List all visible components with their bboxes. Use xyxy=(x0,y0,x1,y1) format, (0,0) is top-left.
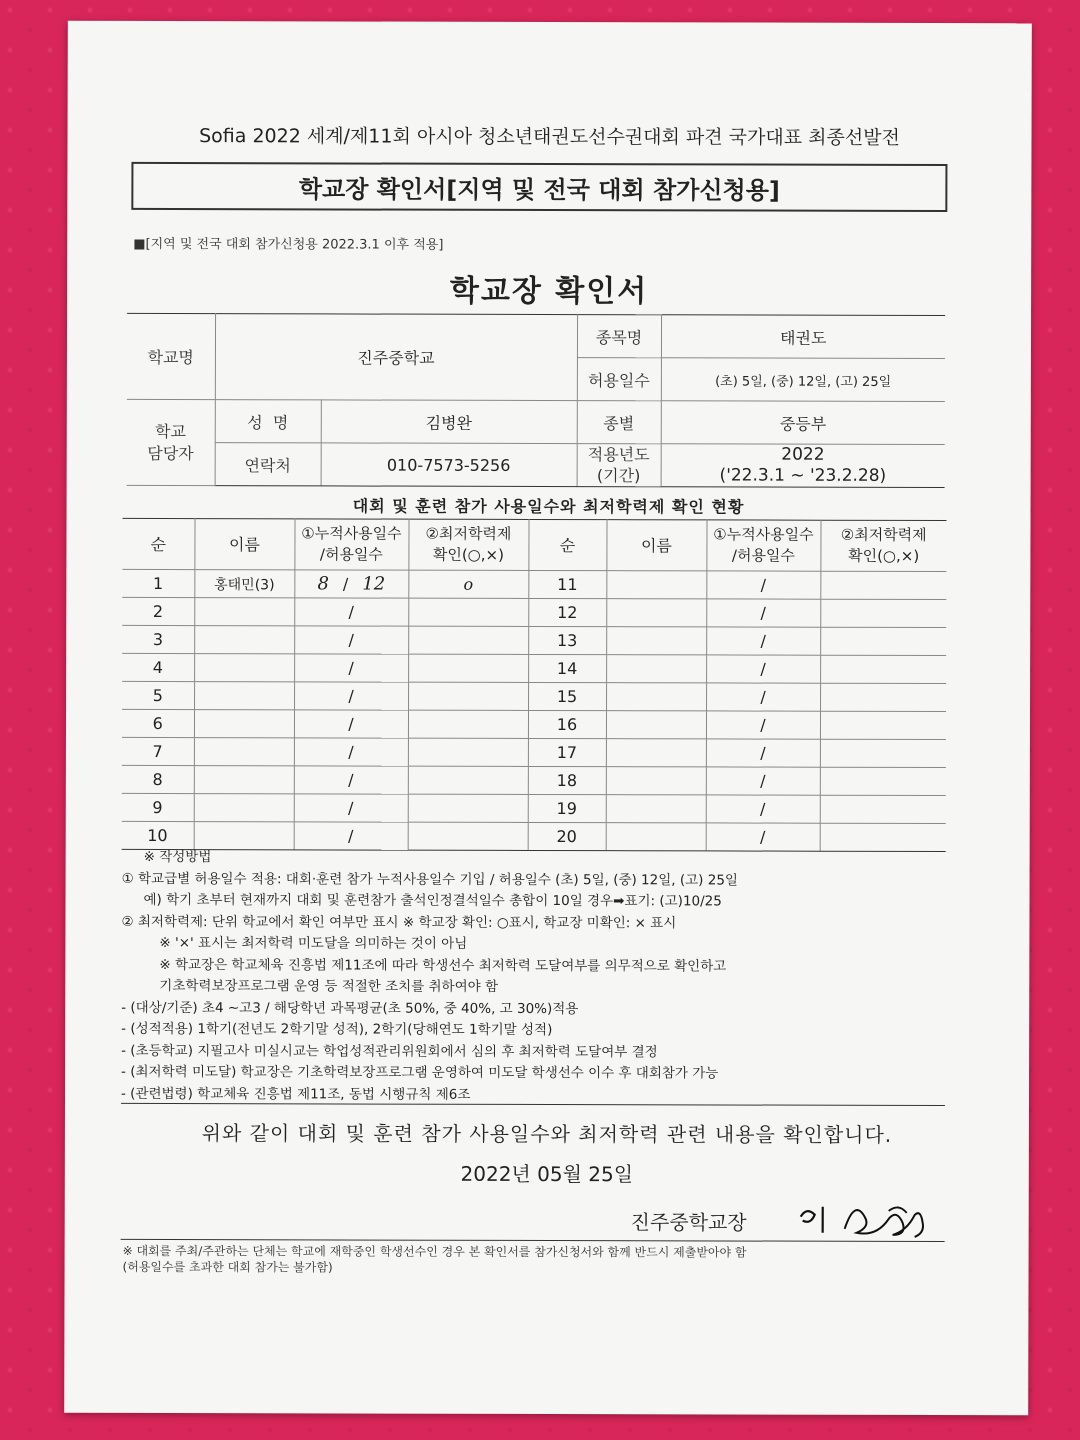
row-name-left xyxy=(194,626,294,654)
row-name-left xyxy=(194,738,294,766)
row-no-left: 8 xyxy=(122,765,194,793)
row-name-right xyxy=(606,571,706,599)
header-no-left: 순 xyxy=(122,518,194,569)
row-days-right: / xyxy=(706,571,820,599)
row-check-left xyxy=(408,598,528,626)
row-check-left xyxy=(408,682,528,710)
row-no-right: 12 xyxy=(528,598,606,626)
row-days-separator: / xyxy=(348,770,354,790)
event-label: 종목명 xyxy=(577,315,661,358)
document-page xyxy=(64,21,1032,1416)
row-check-right xyxy=(820,795,946,823)
footer-line-1: ※ 대회를 주최/주관하는 단체는 학교에 재학중인 학생선수인 경우 본 확인서를 참가신청서와 함께 반드시 제출받아야 함 xyxy=(122,1243,747,1260)
row-no-left: 1 xyxy=(122,569,194,597)
instructions xyxy=(121,847,982,1107)
row-check-right xyxy=(820,767,946,795)
row-name-right xyxy=(606,767,706,795)
row-no-left: 3 xyxy=(122,625,194,653)
instruction-line: 예) 학기 초부터 현재까지 대회 및 훈련참가 출석인정결석일수 총합이 10일 경우➡표기: (고)10/25 xyxy=(143,891,722,910)
row-days-separator: / xyxy=(342,574,349,594)
table-row xyxy=(122,569,946,599)
period-value: ('22.3.1 ~ '23.2.28) xyxy=(719,465,887,486)
row-no-right: 16 xyxy=(528,710,606,738)
row-days-left xyxy=(294,822,408,850)
allowed-days-value: (초) 5일, (중) 12일, (고) 25일 xyxy=(661,358,945,402)
contact-label: 연락처 xyxy=(215,443,321,486)
row-no-left: 9 xyxy=(122,793,194,821)
header-name-left: 이름 xyxy=(194,519,294,570)
header-no-right: 순 xyxy=(528,519,606,570)
year-cell xyxy=(661,444,945,488)
row-name-right xyxy=(606,655,706,683)
row-check-right xyxy=(820,655,946,683)
row-check-left xyxy=(408,654,528,682)
instruction-line: - (초등학교) 지필고사 미실시교는 학업성적관리위원회에서 심의 후 최저학력 도달여부 결정 xyxy=(121,1042,658,1060)
name-label: 성 명 xyxy=(215,400,321,443)
roster-table xyxy=(122,518,947,852)
row-check-right xyxy=(820,599,946,627)
row-days-right: / xyxy=(706,627,820,655)
division-value: 중등부 xyxy=(661,401,945,445)
row-name-right xyxy=(606,739,706,767)
table-row xyxy=(122,625,946,655)
info-table xyxy=(127,313,945,488)
row-no-left: 6 xyxy=(122,709,194,737)
row-name-left xyxy=(194,598,294,626)
row-days-right: / xyxy=(706,655,820,683)
instruction-line: ※ 작성방법 xyxy=(143,848,212,866)
table-row xyxy=(122,681,946,711)
row-check-left xyxy=(408,766,528,794)
row-check-left xyxy=(408,626,528,654)
row-days-separator: / xyxy=(348,742,354,762)
table-row xyxy=(122,793,946,823)
row-days-right: / xyxy=(706,767,820,795)
instruction-line: - (최저학력 미도달) 학교장은 기초학력보장프로그램 운영하여 미도달 학생선수 이수 후 대회참가 가능 xyxy=(121,1063,719,1082)
table-row xyxy=(122,765,946,795)
row-days-separator: / xyxy=(348,602,354,622)
row-check-right xyxy=(820,571,946,599)
header-check-right: ②최저학력제 확인(○,×) xyxy=(820,520,946,571)
row-days-right: / xyxy=(706,823,820,851)
row-no-right: 14 xyxy=(528,654,606,682)
table-row xyxy=(122,653,946,683)
row-days-right: / xyxy=(706,599,820,627)
allowed-days-label: 허용일수 xyxy=(577,358,661,401)
row-allowed-days: 12 xyxy=(362,573,386,595)
instruction-line: - (성적적용) 1학기(전년도 2학기말 성적), 2학기(당해연도 1학기말 성적) xyxy=(121,1020,553,1039)
event-title: Sofia 2022 세계/제11회 아시아 청소년태권도선수권대회 파견 국가대표 최종선발전 xyxy=(199,125,900,149)
school-value: 진주중학교 xyxy=(215,314,577,401)
signing-date: 2022년 05월 25일 xyxy=(460,1161,634,1187)
instruction-line: ② 최저학력제: 단위 학교에서 확인 여부만 표시 ※ 학교장 확인: ○표시, 학교장 미확인: × 표시 xyxy=(121,913,677,931)
row-days-left xyxy=(294,766,408,794)
header-days-left: ①누적사용일수 /허용일수 xyxy=(294,519,408,570)
row-name-left xyxy=(194,710,294,738)
row-check-right xyxy=(820,739,946,767)
status-title: 대회 및 훈련 참가 사용일수와 최저학력제 확인 현황 xyxy=(352,496,745,517)
row-days-separator: / xyxy=(348,798,354,818)
row-days-left xyxy=(294,654,408,682)
row-days-separator: / xyxy=(348,714,354,734)
instruction-line: ① 학교급별 허용일수 적용: 대회·훈련 참가 누적사용일수 기입 / 허용일수 (초) 5일, (중) 12일, (고) 25일 xyxy=(121,870,738,888)
row-name-left xyxy=(194,654,294,682)
row-name-right xyxy=(606,627,706,655)
row-days-left xyxy=(294,570,408,598)
event-value: 태권도 xyxy=(661,315,945,359)
applied-note: ■[지역 및 전국 대회 참가신청용 2022.3.1 이후 적용] xyxy=(133,236,444,253)
instruction-line: - (대상/기준) 초4 ~고3 / 해당학년 과목평균(초 50%, 중 40%, 고 30%)적용 xyxy=(121,999,579,1017)
row-check-left xyxy=(408,822,528,850)
row-check-right xyxy=(820,683,946,711)
row-days-left xyxy=(294,710,408,738)
row-no-right: 15 xyxy=(528,682,606,710)
row-days-separator: / xyxy=(348,686,354,706)
row-name-left xyxy=(194,682,294,710)
row-check-right xyxy=(820,823,946,851)
row-days-left xyxy=(294,738,408,766)
row-name-right xyxy=(606,795,706,823)
division-label: 종별 xyxy=(577,401,661,444)
form-box-title: 학교장 확인서[지역 및 전국 대회 참가신청용] xyxy=(131,162,947,212)
header-check-left: ②최저학력제 확인(○,×) xyxy=(408,519,528,570)
instruction-line: 기초학력보장프로그램 운영 등 적절한 조치를 취하여야 함 xyxy=(159,977,499,995)
row-name-left xyxy=(194,822,294,850)
row-no-right: 19 xyxy=(528,794,606,822)
confirmation-statement: 위와 같이 대회 및 훈련 참가 사용일수와 최저학력 관련 내용을 확인합니다. xyxy=(201,1121,893,1147)
instruction-line: ※ 학교장은 학교체육 진흥법 제11조에 따라 학생선수 최저학력 도달여부를 의무적으로 확인하고 xyxy=(159,956,727,974)
row-name-right xyxy=(606,823,706,851)
row-check-right xyxy=(820,627,946,655)
instruction-line: ※ '×' 표시는 최저학력 미도달을 의미하는 것이 아님 xyxy=(159,934,468,952)
row-days-separator: / xyxy=(348,658,354,678)
header-days-right: ①누적사용일수 /허용일수 xyxy=(706,520,820,571)
row-name-left: 홍태민(3) xyxy=(194,570,294,598)
principal-title: 진주중학교장 xyxy=(630,1210,747,1235)
row-name-left xyxy=(194,766,294,794)
row-no-left: 7 xyxy=(122,737,194,765)
table-row xyxy=(122,737,946,767)
row-days-right: / xyxy=(706,795,820,823)
row-days-separator: / xyxy=(348,630,354,650)
row-no-left: 2 xyxy=(122,597,194,625)
year-label: 적용년도 (기간) xyxy=(577,444,661,487)
row-check-left: o xyxy=(408,570,528,598)
row-no-right: 17 xyxy=(528,738,606,766)
row-days-left xyxy=(294,598,408,626)
row-name-right xyxy=(606,711,706,739)
row-days-left xyxy=(294,794,408,822)
row-days-right: / xyxy=(706,711,820,739)
table-row xyxy=(122,709,946,739)
row-name-right xyxy=(606,599,706,627)
row-no-left: 5 xyxy=(122,681,194,709)
row-name-right xyxy=(606,683,706,711)
row-days-left xyxy=(294,626,408,654)
row-check-left xyxy=(408,794,528,822)
row-check-left xyxy=(408,710,528,738)
row-no-right: 11 xyxy=(528,570,606,598)
row-days-left xyxy=(294,682,408,710)
table-row xyxy=(122,597,946,627)
roster-body xyxy=(122,569,947,851)
footer-line-2: (허용일수를 초과한 대회 참가는 불가함) xyxy=(122,1259,333,1275)
contact-value: 010-7573-5256 xyxy=(321,443,577,487)
row-days-right: / xyxy=(706,683,820,711)
row-check-right xyxy=(820,711,946,739)
row-no-left: 4 xyxy=(122,653,194,681)
row-no-right: 20 xyxy=(528,822,606,850)
row-days-right: / xyxy=(706,739,820,767)
instruction-line: - (관련법령) 학교체육 진흥법 제11조, 동법 시행규칙 제6조 xyxy=(120,1085,471,1103)
row-name-left xyxy=(194,794,294,822)
row-check-left xyxy=(408,738,528,766)
manager-name-value: 김병완 xyxy=(321,400,577,444)
footer-note xyxy=(123,1243,747,1277)
school-label: 학교명 xyxy=(127,313,215,399)
row-no-right: 18 xyxy=(528,766,606,794)
year-value: 2022 xyxy=(781,444,825,465)
row-days-separator: / xyxy=(347,826,354,846)
row-no-right: 13 xyxy=(528,626,606,654)
header-name-right: 이름 xyxy=(606,520,706,571)
manager-label: 학교 담당자 xyxy=(127,399,215,485)
principal-signature xyxy=(789,1191,949,1247)
row-used-days: 8 xyxy=(317,573,329,595)
form-title: 학교장 확인서 xyxy=(449,273,649,310)
row-no-left: 10 xyxy=(122,821,194,849)
